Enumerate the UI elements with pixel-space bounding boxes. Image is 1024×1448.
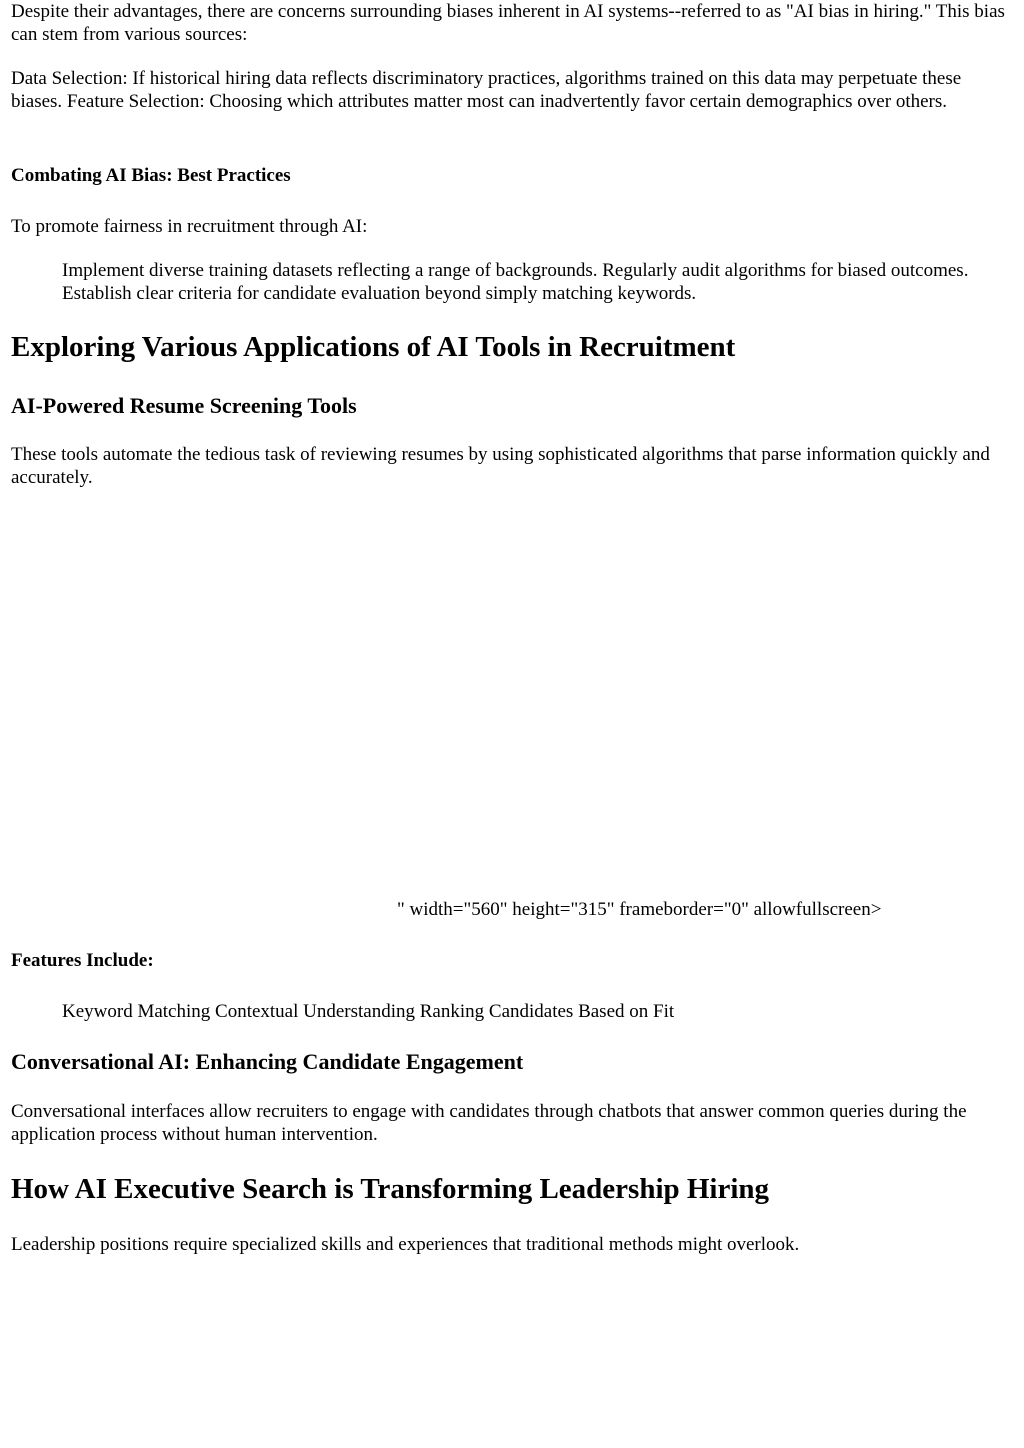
combating-intro-paragraph: To promote fairness in recruitment through AI: xyxy=(11,216,368,237)
combating-bias-heading: Combating AI Bias: Best Practices xyxy=(11,165,291,186)
bias-sources-paragraph: Data Selection: If historical hiring data reflects discriminatory practices, algorithms trained on this data may perpetuate these biases. Feature Selection: Choosing which attributes matter most can inadvertently favor certain demographics over others. xyxy=(11,68,962,112)
conversational-ai-heading: Conversational AI: Enhancing Candidate Engagement xyxy=(11,1049,524,1074)
conversational-ai-paragraph: Conversational interfaces allow recruiters to engage with candidates through chatbots that answer common queries during the application process without human intervention. xyxy=(11,1101,967,1145)
features-list: Keyword Matching Contextual Understanding Ranking Candidates Based on Fit xyxy=(62,1001,675,1022)
embedded-video-leftover-text: " width="560" height="315" frameborder="0" allowfullscreen> xyxy=(397,899,882,920)
resume-screening-paragraph: These tools automate the tedious task of reviewing resumes by using sophisticated algorithms that parse information quickly and accurately. xyxy=(11,444,990,488)
best-practices-list: Implement diverse training datasets reflecting a range of backgrounds. Regularly audit algorithms for biased outcomes. Establish clear criteria for candidate evaluation beyond simply matching keywords. xyxy=(62,260,969,304)
intro-paragraph: Despite their advantages, there are concerns surrounding biases inherent in AI systems--referred to as "AI bias in hiring." This bias can stem from various sources: xyxy=(11,1,1005,45)
executive-search-paragraph: Leadership positions require specialized skills and experiences that traditional methods might overlook. xyxy=(11,1234,800,1255)
features-include-heading: Features Include: xyxy=(11,950,154,971)
resume-screening-heading: AI-Powered Resume Screening Tools xyxy=(11,393,357,418)
exploring-applications-heading: Exploring Various Applications of AI Tools in Recruitment xyxy=(11,331,736,363)
executive-search-heading: How AI Executive Search is Transforming Leadership Hiring xyxy=(11,1173,770,1205)
